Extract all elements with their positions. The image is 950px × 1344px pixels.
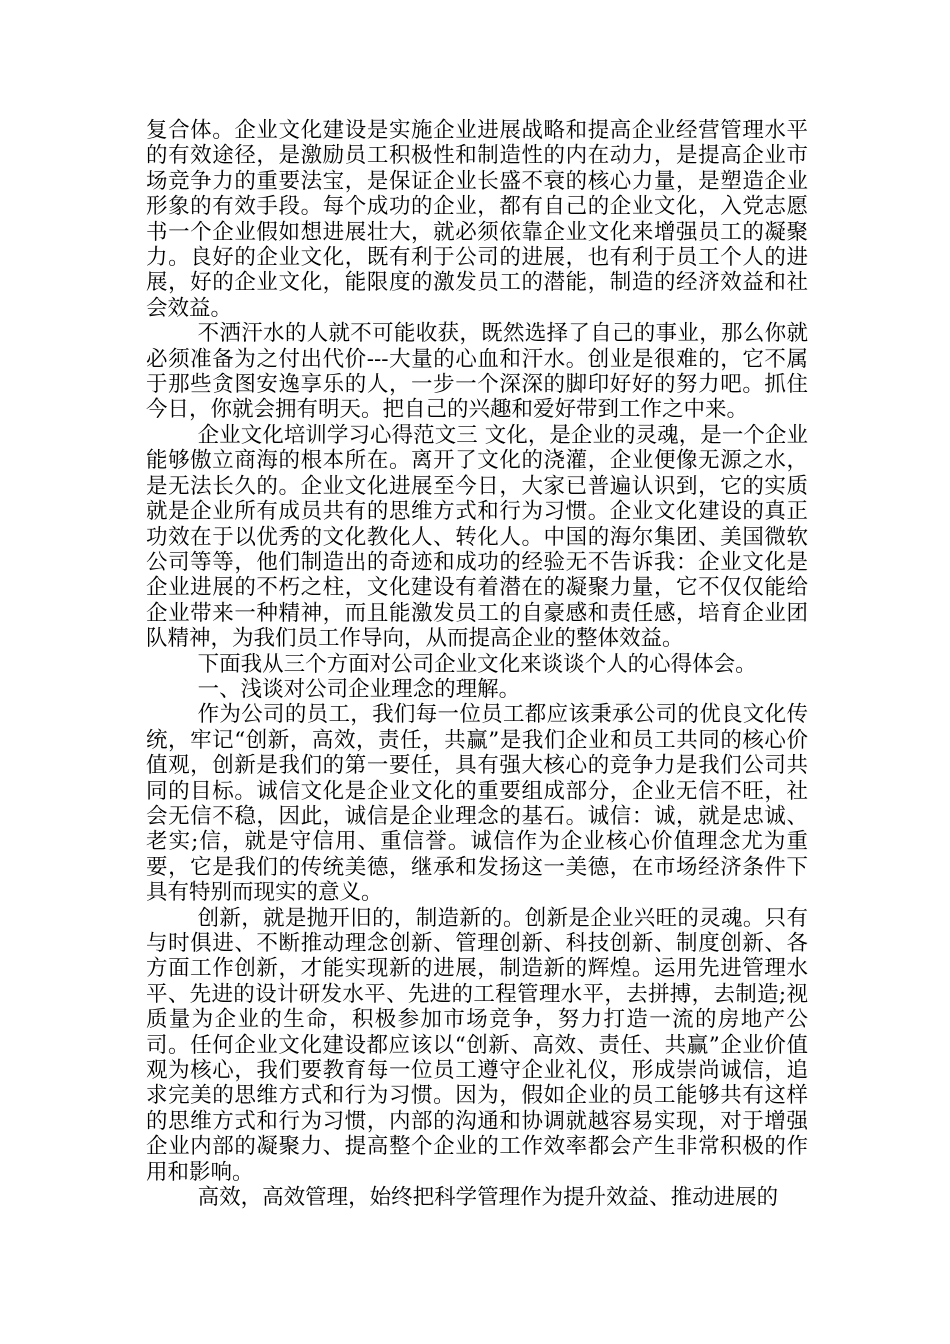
paragraph: 企业文化培训学习心得范文三 文化，是企业的灵魂，是一个企业能够傲立商海的根本所在。离开了文化的浇灌，企业便像无源之水，是无法长久的。企业文化进展至今日，大家已普遍认识到，它的实质就是企业所有成员共有的思维方式和行为习惯。企业文化建设的真正功效在于以优秀的文化教化人、转化人。中国的海尔集团、美国微软公司等等，他们制造出的奇迹和成功的经验无不告诉我：企业文化是企业进展的不朽之柱，文化建设有着潜在的凝聚力量，它不仅仅能给企业带来一种精神，而且能激发员工的自豪感和责任感，培育企业团队精神，为我们员工作导向，从而提高企业的整体效益。 (146, 422, 808, 652)
paragraph: 下面我从三个方面对公司企业文化来谈谈个人的心得体会。 (197, 651, 757, 677)
paragraph-continued: 复合体。企业文化建设是实施企业进展战略和提高企业经营管理水平的有效途径，是激励员工积极性和制造性的内在动力，是提高企业市场竞争力的重要法宝，是保证企业长盛不衰的核心力量，是塑造企业形象的有效手段。每个成功的企业，都有自己的企业文化，入党志愿书一个企业假如想进展壮大，就必须依靠企业文化来增强员工的凝聚力。良好的企业文化，既有利于公司的进展，也有利于员工个人的进展，好的企业文化，能限度的激发员工的潜能，制造的经济效益和社会效益。 (146, 118, 808, 321)
paragraph: 创新，就是抛开旧的，制造新的。创新是企业兴旺的灵魂。只有与时俱进、不断推动理念创新、管理创新、科技创新、制度创新、各方面工作创新，才能实现新的进展，制造新的辉煌。运用先进管理水平、先进的设计研发水平、先进的工程管理水平，去拼搏，去制造;视质量为企业的生命，积极参加市场竞争，努力打造一流的房地产公司。任何企业文化建设都应该以“创新、高效、责任、共赢”企业价值观为核心，我们要教育每一位员工遵守企业礼仪，形成崇尚诚信，追求完美的思维方式和行为习惯。因为，假如企业的员工能够共有这样的思维方式和行为习惯，内部的沟通和协调就越容易实现，对于增强企业内部的凝聚力、提高整个企业的工作效率都会产生非常积极的作用和影响。 (146, 905, 808, 1185)
paragraph: 作为公司的员工，我们每一位员工都应该秉承公司的优良文化传统，牢记“创新，高效，责任，共赢”是我们企业和员工共同的核心价值观，创新是我们的第一要任，具有强大核心的竞争力是我们公司共同的目标。诚信文化是企业文化的重要组成部分，企业无信不旺，社会无信不稳，因此，诚信是企业理念的基石。诚信：诚，就是忠诚、老实;信，就是守信用、重信誉。诚信作为企业核心价值理念尤为重要，它是我们的传统美德，继承和发扬这一美德，在市场经济条件下具有特别而现实的意义。 (146, 702, 808, 906)
document-body (146, 118, 808, 1210)
paragraph: 不洒汗水的人就不可能收获，既然选择了自己的事业，那么你就必须准备为之付出代价---大量的心血和汗水。创业是很难的，它不属于那些贪图安逸享乐的人，一步一个深深的脚印好好的努力吧。抓住今日，你就会拥有明天。把自己的兴趣和爱好带到工作之中来。 (146, 321, 808, 423)
section-heading: 一、浅谈对公司企业理念的理解。 (197, 676, 521, 702)
paragraph: 高效，高效管理，始终把科学管理作为提升效益、推动进展的 (197, 1185, 779, 1211)
